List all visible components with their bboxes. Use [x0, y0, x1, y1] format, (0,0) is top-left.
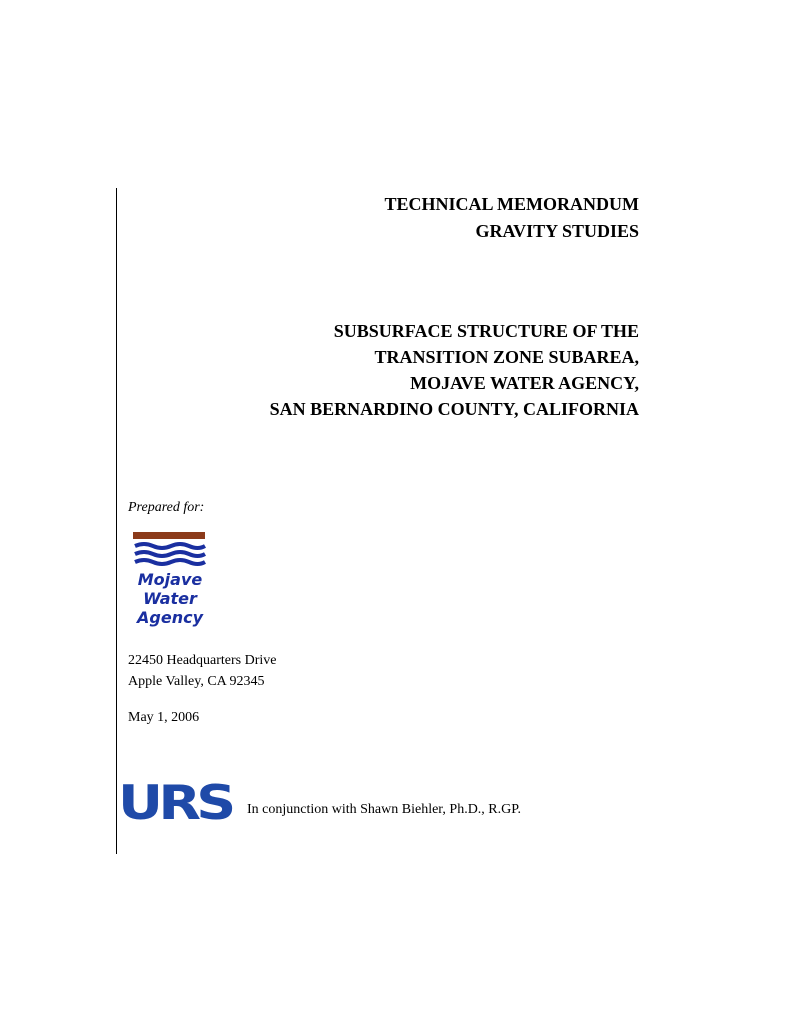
- address-line: Apple Valley, CA 92345: [128, 674, 265, 689]
- memo-subject: [270, 318, 639, 422]
- logo-word: Mojave: [137, 570, 203, 589]
- subject-line: SAN BERNARDINO COUNTY, CALIFORNIA: [269, 399, 639, 419]
- address-line: 22450 Headquarters Drive: [128, 653, 277, 668]
- logo-wave: [135, 552, 205, 556]
- urs-logo: URS: [118, 776, 232, 831]
- left-margin-rule: [116, 188, 117, 854]
- memo-title: [385, 191, 640, 245]
- memo-date: May 1, 2006: [128, 710, 200, 725]
- water-waves-icon: [133, 532, 207, 570]
- logo-bar: [133, 532, 205, 539]
- subject-line: SUBSURFACE STRUCTURE OF THE: [333, 321, 639, 341]
- logo-word: Water: [143, 589, 197, 608]
- logo-wave: [135, 560, 205, 564]
- title-line: GRAVITY STUDIES: [475, 221, 639, 241]
- prepared-for-label: Prepared for:: [128, 500, 205, 515]
- subject-line: MOJAVE WATER AGENCY,: [410, 373, 639, 393]
- client-address: [128, 650, 277, 692]
- logo-word: Agency: [137, 608, 203, 627]
- logo-wordmark: [133, 570, 207, 627]
- title-line: TECHNICAL MEMORANDUM: [384, 194, 639, 214]
- conjunction-note: In conjunction with Shawn Biehler, Ph.D., R.GP.: [247, 802, 521, 817]
- subject-line: TRANSITION ZONE SUBAREA,: [374, 347, 639, 367]
- mojave-water-agency-logo: [133, 532, 207, 632]
- logo-wave: [135, 544, 205, 548]
